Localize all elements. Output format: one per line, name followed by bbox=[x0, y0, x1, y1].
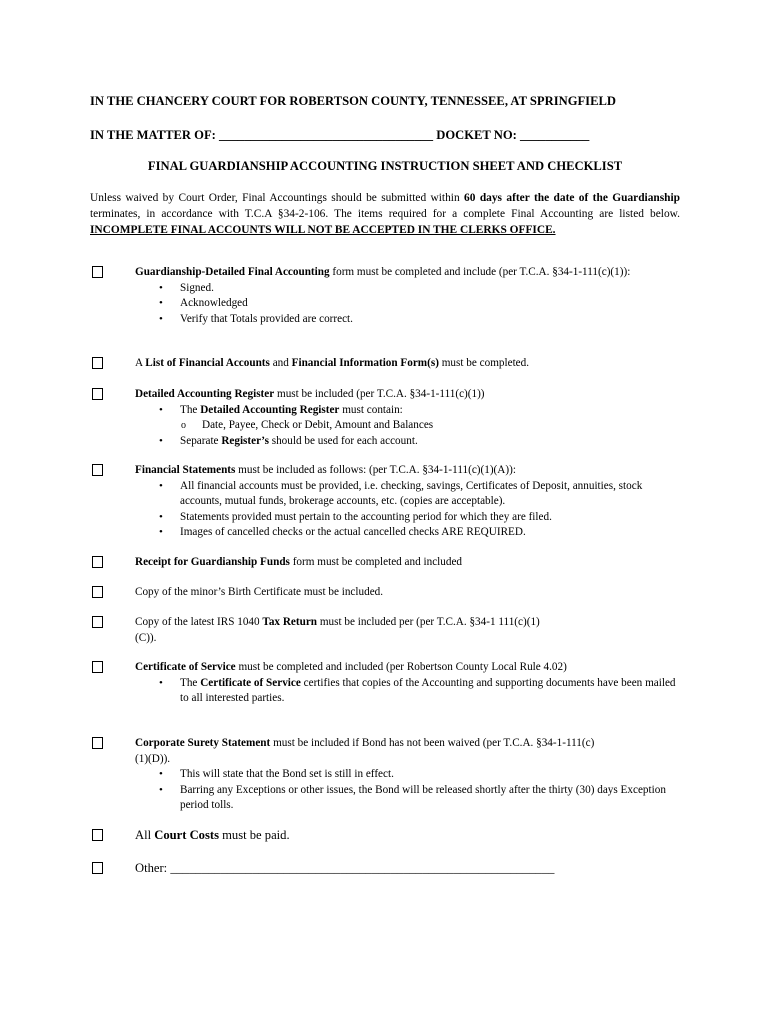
bullet-item bbox=[135, 676, 680, 707]
checkbox[interactable] bbox=[92, 388, 103, 400]
item-text bbox=[135, 463, 680, 541]
item-text bbox=[135, 265, 680, 327]
bullet-desc: certifies that copies of the Accounting and supporting documents have been mailed to all interested parties. bbox=[180, 676, 676, 704]
bullet-bold: Detailed Accounting Register bbox=[200, 403, 340, 416]
sub-bullet-item: o Date, Payee, Check or Debit, Amount and Balances bbox=[135, 418, 680, 434]
checkbox[interactable] bbox=[92, 357, 103, 369]
bullet-desc: must contain: bbox=[339, 403, 403, 416]
item-bold: Tax Return bbox=[262, 616, 318, 628]
item-desc: form must be completed and include (per T.C.A. §34-1-111(c)(1)): bbox=[329, 266, 631, 278]
bullet-item: • Statements provided must pertain to the accounting period for which they are filed. bbox=[135, 510, 680, 526]
item-desc: must be completed and included (per Robertson County Local Rule 4.02) bbox=[235, 661, 567, 673]
item-lead: Copy of the latest IRS 1040 bbox=[135, 616, 263, 628]
item-text bbox=[135, 387, 680, 449]
bullet-bold: Register’s bbox=[221, 434, 269, 447]
bullet-item bbox=[135, 434, 680, 450]
bullet-lead: Separate bbox=[180, 434, 222, 447]
matter-blank[interactable]: __________________________________ bbox=[219, 128, 434, 142]
item-text bbox=[135, 828, 680, 844]
intro-text-2: terminates, in accordance with T.C.A §34-2-106. The items required for a complete Final Accounting are listed below. bbox=[90, 208, 680, 220]
item-text bbox=[135, 356, 680, 372]
item-bold-2: Financial Information Form(s) bbox=[291, 357, 439, 369]
checkbox[interactable] bbox=[92, 661, 103, 673]
bullet-lead: The bbox=[180, 403, 201, 416]
intro-text-1: Unless waived by Court Order, Final Accountings should be submitted within bbox=[90, 192, 465, 204]
bullet-item: • All financial accounts must be provided, i.e. checking, savings, Certificates of Deposit, annuities, stock accounts, mutual funds, brokerage accounts, etc. (copies are acceptable). bbox=[135, 479, 680, 510]
item-desc: must be included as follows: (per T.C.A. §34-1-111(c)(1)(A)): bbox=[235, 464, 516, 476]
checkbox[interactable] bbox=[92, 586, 103, 598]
docket-label: DOCKET NO: bbox=[436, 128, 517, 142]
bullet-desc: should be used for each account. bbox=[268, 434, 418, 447]
bullet-item: • Barring any Exceptions or other issues, the Bond will be released shortly after the thirty (30) days Exception period tolls. bbox=[135, 783, 680, 814]
bullet-item: • Verify that Totals provided are correct. bbox=[135, 312, 680, 328]
item-bold: Detailed Accounting Register bbox=[135, 388, 275, 400]
item-bold: Guardianship-Detailed Final Accounting bbox=[135, 266, 330, 278]
item-desc: must be completed. bbox=[438, 357, 530, 369]
item-bold: Receipt for Guardianship Funds bbox=[135, 556, 290, 568]
matter-label: IN THE MATTER OF: bbox=[90, 128, 216, 142]
intro-warning: INCOMPLETE FINAL ACCOUNTS WILL NOT BE ACCEPTED IN THE CLERKS OFFICE. bbox=[90, 224, 556, 236]
item-text bbox=[135, 615, 555, 646]
item-desc: form must be completed and included bbox=[289, 556, 463, 568]
item-text: Copy of the minor’s Birth Certificate must be included. bbox=[135, 586, 384, 598]
item-text bbox=[135, 736, 666, 814]
item-desc: must be included per (per T.C.A. §34-1 111(c)(1)(C)). bbox=[135, 616, 540, 644]
other-blank[interactable]: _____________________________________________________________ bbox=[170, 861, 555, 875]
bullet-bold: Certificate of Service bbox=[200, 676, 301, 689]
item-bold: Corporate Surety Statement bbox=[135, 737, 271, 749]
bullet-item bbox=[135, 403, 680, 419]
document-title: FINAL GUARDIANSHIP ACCOUNTING INSTRUCTION SHEET AND CHECKLIST bbox=[147, 159, 623, 173]
other-label: Other: bbox=[135, 861, 171, 875]
item-text bbox=[135, 660, 676, 707]
checkbox[interactable] bbox=[92, 616, 103, 628]
item-desc: must be included if Bond has not been waived (per T.C.A. §34-1-111(c)(1)(D)). bbox=[135, 737, 595, 765]
bullet-item: • This will state that the Bond set is still in effect. bbox=[135, 767, 680, 783]
item-text bbox=[135, 555, 680, 571]
item-lead: A bbox=[135, 357, 146, 369]
matter-line bbox=[90, 128, 690, 143]
bullet-item: • Signed. bbox=[135, 281, 680, 297]
item-text bbox=[135, 861, 680, 877]
item-bold: Court Costs bbox=[154, 828, 219, 842]
court-heading: IN THE CHANCERY COURT FOR ROBERTSON COUNTY, TENNESSEE, AT SPRINGFIELD bbox=[90, 94, 616, 108]
checkbox[interactable] bbox=[92, 266, 103, 278]
item-desc: must be paid. bbox=[218, 828, 290, 842]
item-desc: must be included (per T.C.A. §34-1-111(c)(1)) bbox=[274, 388, 485, 400]
intro-paragraph bbox=[90, 190, 680, 238]
item-mid: and bbox=[269, 357, 292, 369]
item-bold: Financial Statements bbox=[135, 464, 236, 476]
bullet-lead: The bbox=[180, 676, 201, 689]
bullet-item: • Images of cancelled checks or the actual cancelled checks ARE REQUIRED. bbox=[135, 525, 680, 541]
checkbox[interactable] bbox=[92, 829, 103, 841]
checkbox[interactable] bbox=[92, 737, 103, 749]
docket-blank[interactable]: ___________ bbox=[520, 128, 590, 142]
checkbox[interactable] bbox=[92, 556, 103, 568]
item-bold: List of Financial Accounts bbox=[145, 357, 270, 369]
bullet-item: • Acknowledged bbox=[135, 296, 680, 312]
checkbox[interactable] bbox=[92, 862, 103, 874]
checkbox[interactable] bbox=[92, 464, 103, 476]
intro-deadline: 60 days after the date of the Guardianship bbox=[464, 192, 681, 204]
item-bold: Certificate of Service bbox=[135, 661, 236, 673]
item-lead: All bbox=[135, 828, 155, 842]
